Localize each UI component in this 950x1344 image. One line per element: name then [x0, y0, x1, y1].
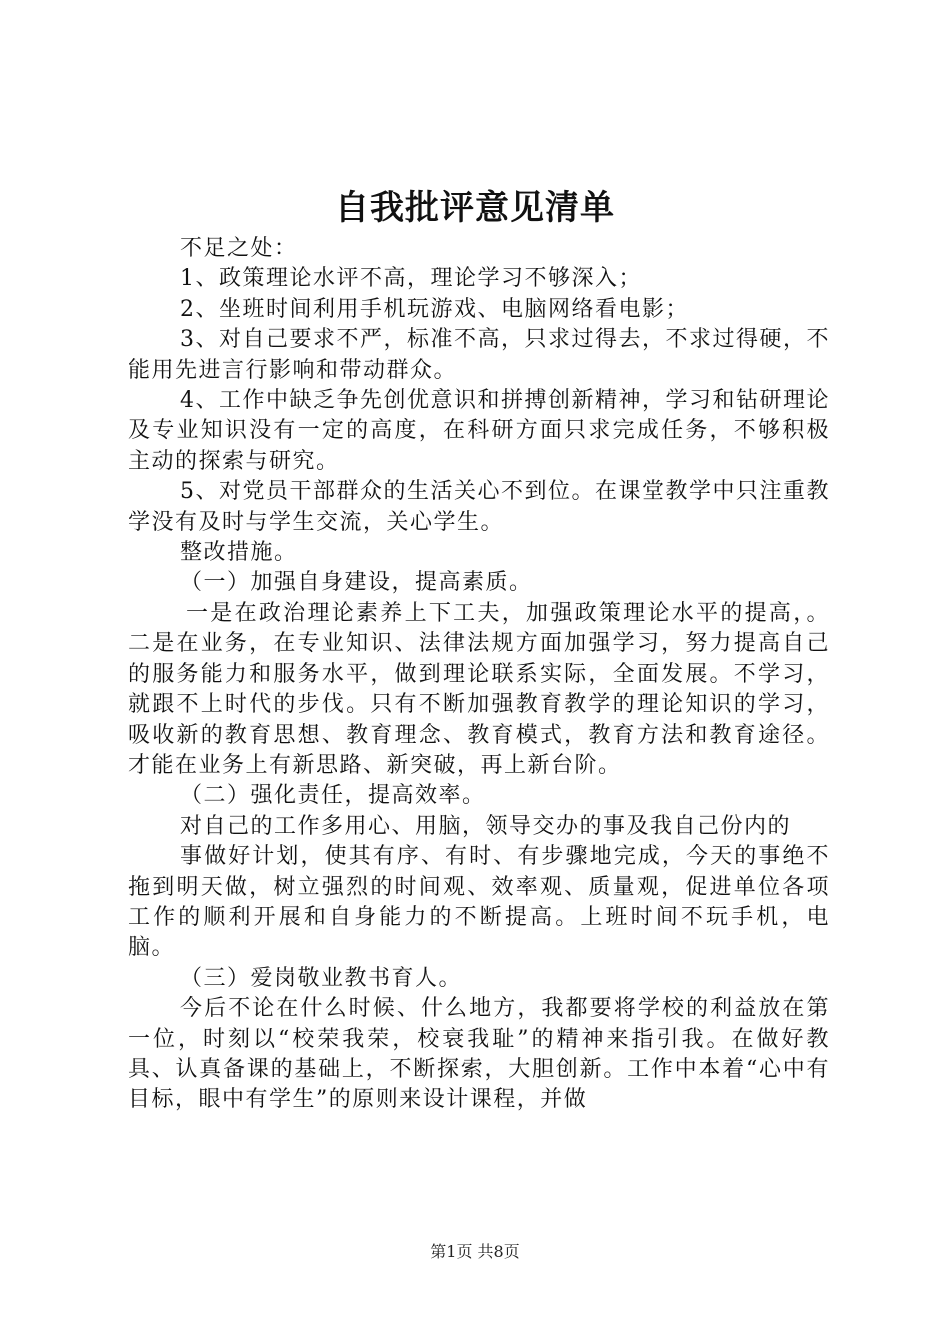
document-title: 自我批评意见清单: [335, 188, 615, 228]
paragraph-measure-2-heading: （二）强化责任，提高效率。: [180, 783, 486, 809]
paragraph-shortcoming-5: 5、对党员干部群众的生活关心不到位。在课堂教学中只注重教学没有及时与学生交流，关心学生。: [128, 479, 830, 535]
paragraph-shortcoming-1: 1、政策理论水评不高，理论学习不够深入；: [180, 266, 642, 292]
paragraph-measure-1-heading: （一）加强自身建设，提高素质。: [180, 570, 533, 596]
page-footer: 第1页 共8页: [430, 1242, 520, 1261]
paragraph-measure-2-body-a: 对自己的工作多用心、用脑，领导交办的事及我自己份内的: [180, 813, 792, 839]
paragraph-shortcoming-3: 3、对自己要求不严，标准不高，只求过得去，不求过得硬，不能用先进言行影响和带动群众。: [128, 327, 830, 383]
paragraph-shortcomings-heading: 不足之处：: [180, 236, 298, 261]
paragraph-measure-3-body: 今后不论在什么时候、什么地方，我都要将学校的利益放在第一位，时刻以“校荣我荣，校衰我耻”的精神来指引我。在做好教具、认真备课的基础上，不断探索，大胆创新。工作中本着“心中有目标，眼中有学生”的原则来设计课程，并做: [128, 996, 830, 1113]
paragraph-shortcoming-4: 4、工作中缺乏争先创优意识和拼搏创新精神，学习和钻研理论及专业知识没有一定的高度，在科研方面只求完成任务，不够积极主动的探索与研究。: [128, 388, 830, 474]
paragraph-measure-2-body-b: 事做好计划，使其有序、有时、有步骤地完成，今天的事绝不拖到明天做，树立强烈的时间观、效率观、质量观，促进单位各项工作的顺利开展和自身能力的不断提高。上班时间不玩手机，电脑。: [128, 844, 830, 961]
paragraph-measure-1-body: 一是在政治理论素养上下工夫，加强政策理论水平的提高，。二是在业务，在专业知识、法律法规方面加强学习，努力提高自己的服务能力和服务水平，做到理论联系实际，全面发展。不学习，就跟不上时代的步伐。只有不断加强教育教学的理论知识的学习，吸收新的教育思想、教育理念、教育模式，教育方法和教育途径。才能在业务上有新思路、新突破，再上新台阶。: [128, 600, 830, 778]
paragraph-measures-heading: 整改措施。: [180, 540, 298, 566]
paragraph-measure-3-heading: （三）爱岗敬业教书育人。: [180, 965, 463, 991]
document-body: [128, 234, 830, 1116]
paragraph-shortcoming-2: 2、坐班时间利用手机玩游戏、电脑网络看电影；: [180, 296, 689, 322]
